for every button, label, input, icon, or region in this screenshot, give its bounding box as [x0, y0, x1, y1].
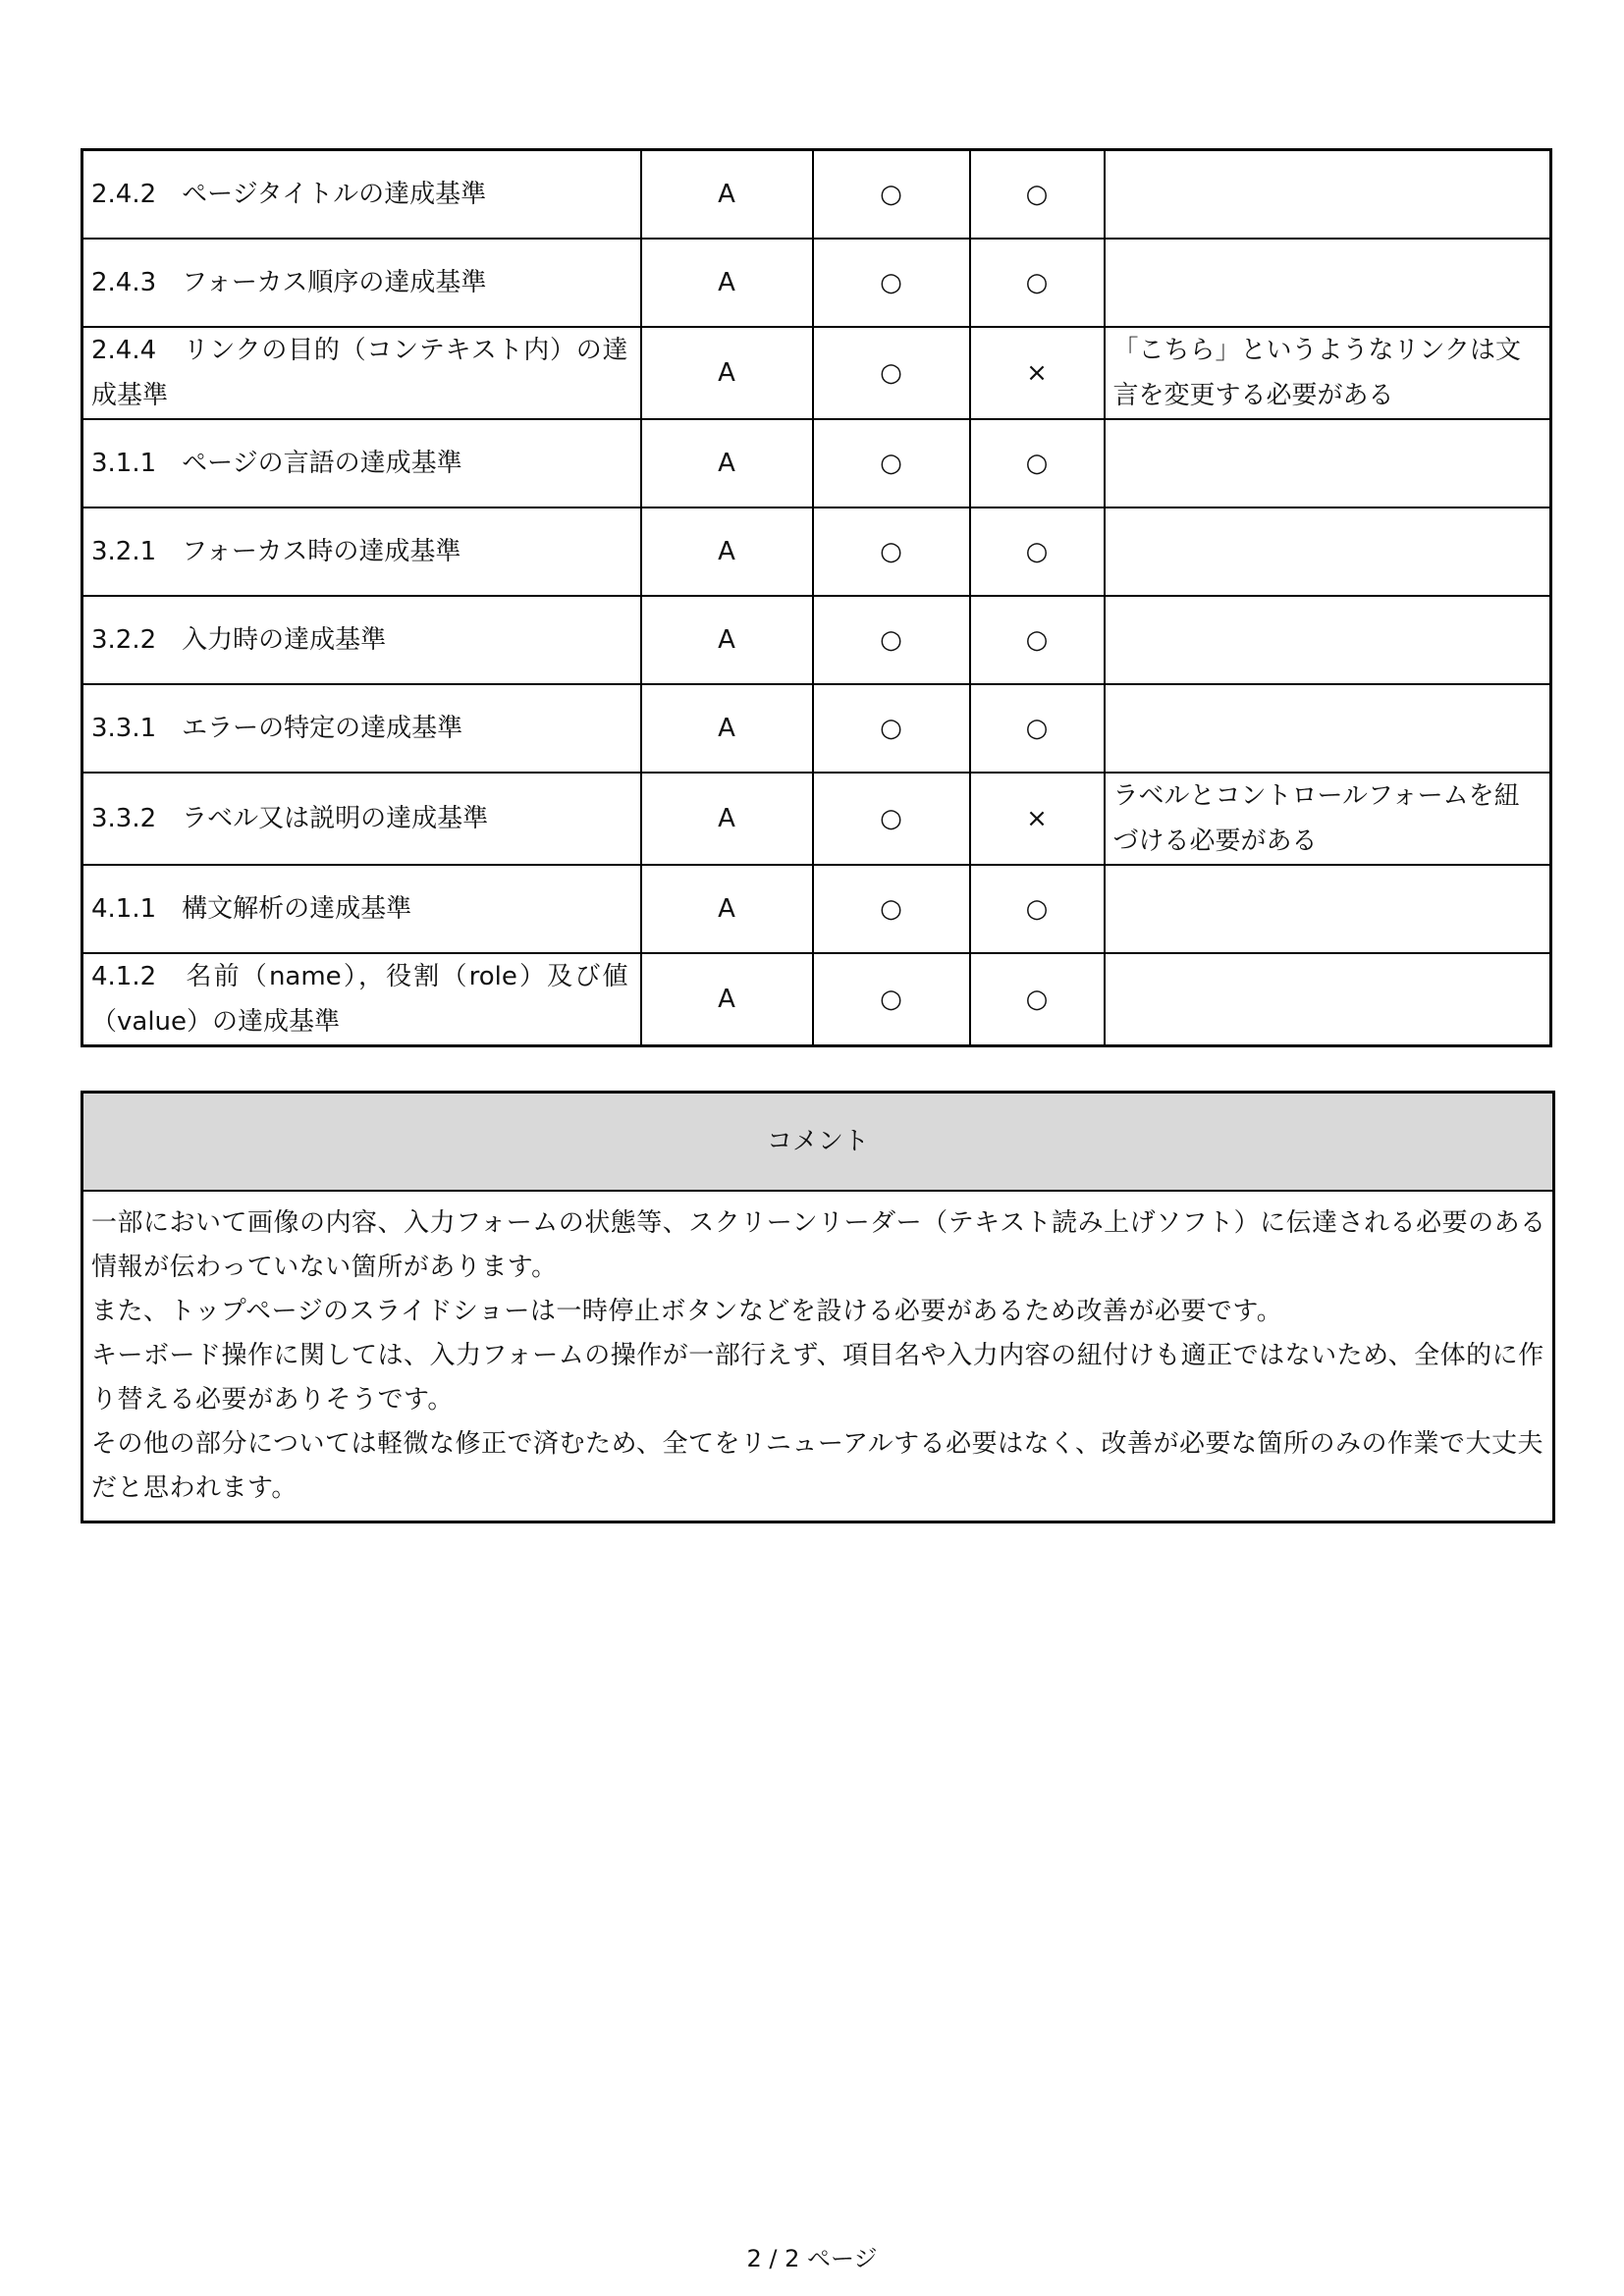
table-row: [82, 596, 1551, 684]
criterion-name: 3.2.1 フォーカス時の達成基準: [82, 507, 641, 596]
table-row: [82, 419, 1551, 507]
result-mark-1: ○: [813, 773, 970, 865]
result-mark-1: ○: [813, 596, 970, 684]
result-mark-2: ○: [970, 239, 1105, 327]
criterion-note: [1105, 150, 1551, 240]
criterion-name: 3.3.2 ラベル又は説明の達成基準: [82, 773, 641, 865]
table-row: [82, 773, 1551, 865]
criterion-note: [1105, 865, 1551, 953]
table-row: [82, 953, 1551, 1046]
criterion-note: [1105, 953, 1551, 1046]
conformance-level: A: [641, 596, 813, 684]
conformance-level: A: [641, 239, 813, 327]
criterion-name: 4.1.1 構文解析の達成基準: [82, 865, 641, 953]
result-mark-2: ○: [970, 150, 1105, 240]
criterion-name: 3.1.1 ページの言語の達成基準: [82, 419, 641, 507]
criteria-table: [81, 148, 1552, 1047]
result-mark-2: ○: [970, 596, 1105, 684]
table-row: [82, 327, 1551, 419]
table-row: [82, 684, 1551, 773]
criterion-note: [1105, 596, 1551, 684]
criterion-note: 「こちら」というようなリンクは文言を変更する必要がある: [1105, 327, 1551, 419]
result-mark-1: ○: [813, 953, 970, 1046]
result-mark-2: ×: [970, 773, 1105, 865]
result-mark-1: ○: [813, 507, 970, 596]
criterion-note: [1105, 507, 1551, 596]
table-row: [82, 150, 1551, 240]
result-mark-1: ○: [813, 865, 970, 953]
result-mark-1: ○: [813, 150, 970, 240]
table-row: [82, 865, 1551, 953]
result-mark-1: ○: [813, 684, 970, 773]
criterion-name: 2.4.3 フォーカス順序の達成基準: [82, 239, 641, 327]
criterion-note: ラベルとコントロールフォームを紐づける必要がある: [1105, 773, 1551, 865]
conformance-level: A: [641, 507, 813, 596]
table-row: [82, 507, 1551, 596]
criteria-table-body: [82, 150, 1551, 1046]
comment-line: キーボード操作に関しては、入力フォームの操作が一部行えず、項目名や入力内容の紐付けも適正ではないため、全体的に作り替える必要がありそうです。: [91, 1341, 1544, 1415]
result-mark-2: ○: [970, 684, 1105, 773]
criterion-note: [1105, 419, 1551, 507]
comment-line: 一部において画像の内容、入力フォームの状態等、スクリーンリーダー（テキスト読み上げソフト）に伝達される必要のある情報が伝わっていない箇所があります。: [91, 1208, 1546, 1282]
result-mark-2: ×: [970, 327, 1105, 419]
comment-box: [81, 1091, 1555, 1523]
criterion-note: [1105, 684, 1551, 773]
result-mark-1: ○: [813, 239, 970, 327]
result-mark-2: ○: [970, 865, 1105, 953]
result-mark-2: ○: [970, 419, 1105, 507]
result-mark-1: ○: [813, 419, 970, 507]
conformance-level: A: [641, 773, 813, 865]
criterion-name: 4.1.2 名前（name），役割（role）及び値（value）の達成基準: [82, 953, 641, 1046]
comment-heading: コメント: [83, 1094, 1552, 1192]
conformance-level: A: [641, 953, 813, 1046]
comment-line: また、トップページのスライドショーは一時停止ボタンなどを設ける必要があるため改善が必要です。: [91, 1297, 1283, 1326]
conformance-level: A: [641, 419, 813, 507]
criterion-note: [1105, 239, 1551, 327]
conformance-level: A: [641, 327, 813, 419]
criterion-name: 3.2.2 入力時の達成基準: [82, 596, 641, 684]
result-mark-2: ○: [970, 507, 1105, 596]
criterion-name: 2.4.4 リンクの目的（コンテキスト内）の達成基準: [82, 327, 641, 419]
criterion-name: 2.4.2 ページタイトルの達成基準: [82, 150, 641, 240]
conformance-level: A: [641, 865, 813, 953]
result-mark-1: ○: [813, 327, 970, 419]
conformance-level: A: [641, 150, 813, 240]
conformance-level: A: [641, 684, 813, 773]
page-number: 2 / 2 ページ: [746, 2245, 878, 2272]
table-row: [82, 239, 1551, 327]
comment-body: [83, 1192, 1552, 1521]
comment-line: その他の部分については軽微な修正で済むため、全てをリニューアルする必要はなく、改善が必要な箇所のみの作業で大丈夫だと思われます。: [91, 1429, 1544, 1503]
criterion-name: 3.3.1 エラーの特定の達成基準: [82, 684, 641, 773]
result-mark-2: ○: [970, 953, 1105, 1046]
